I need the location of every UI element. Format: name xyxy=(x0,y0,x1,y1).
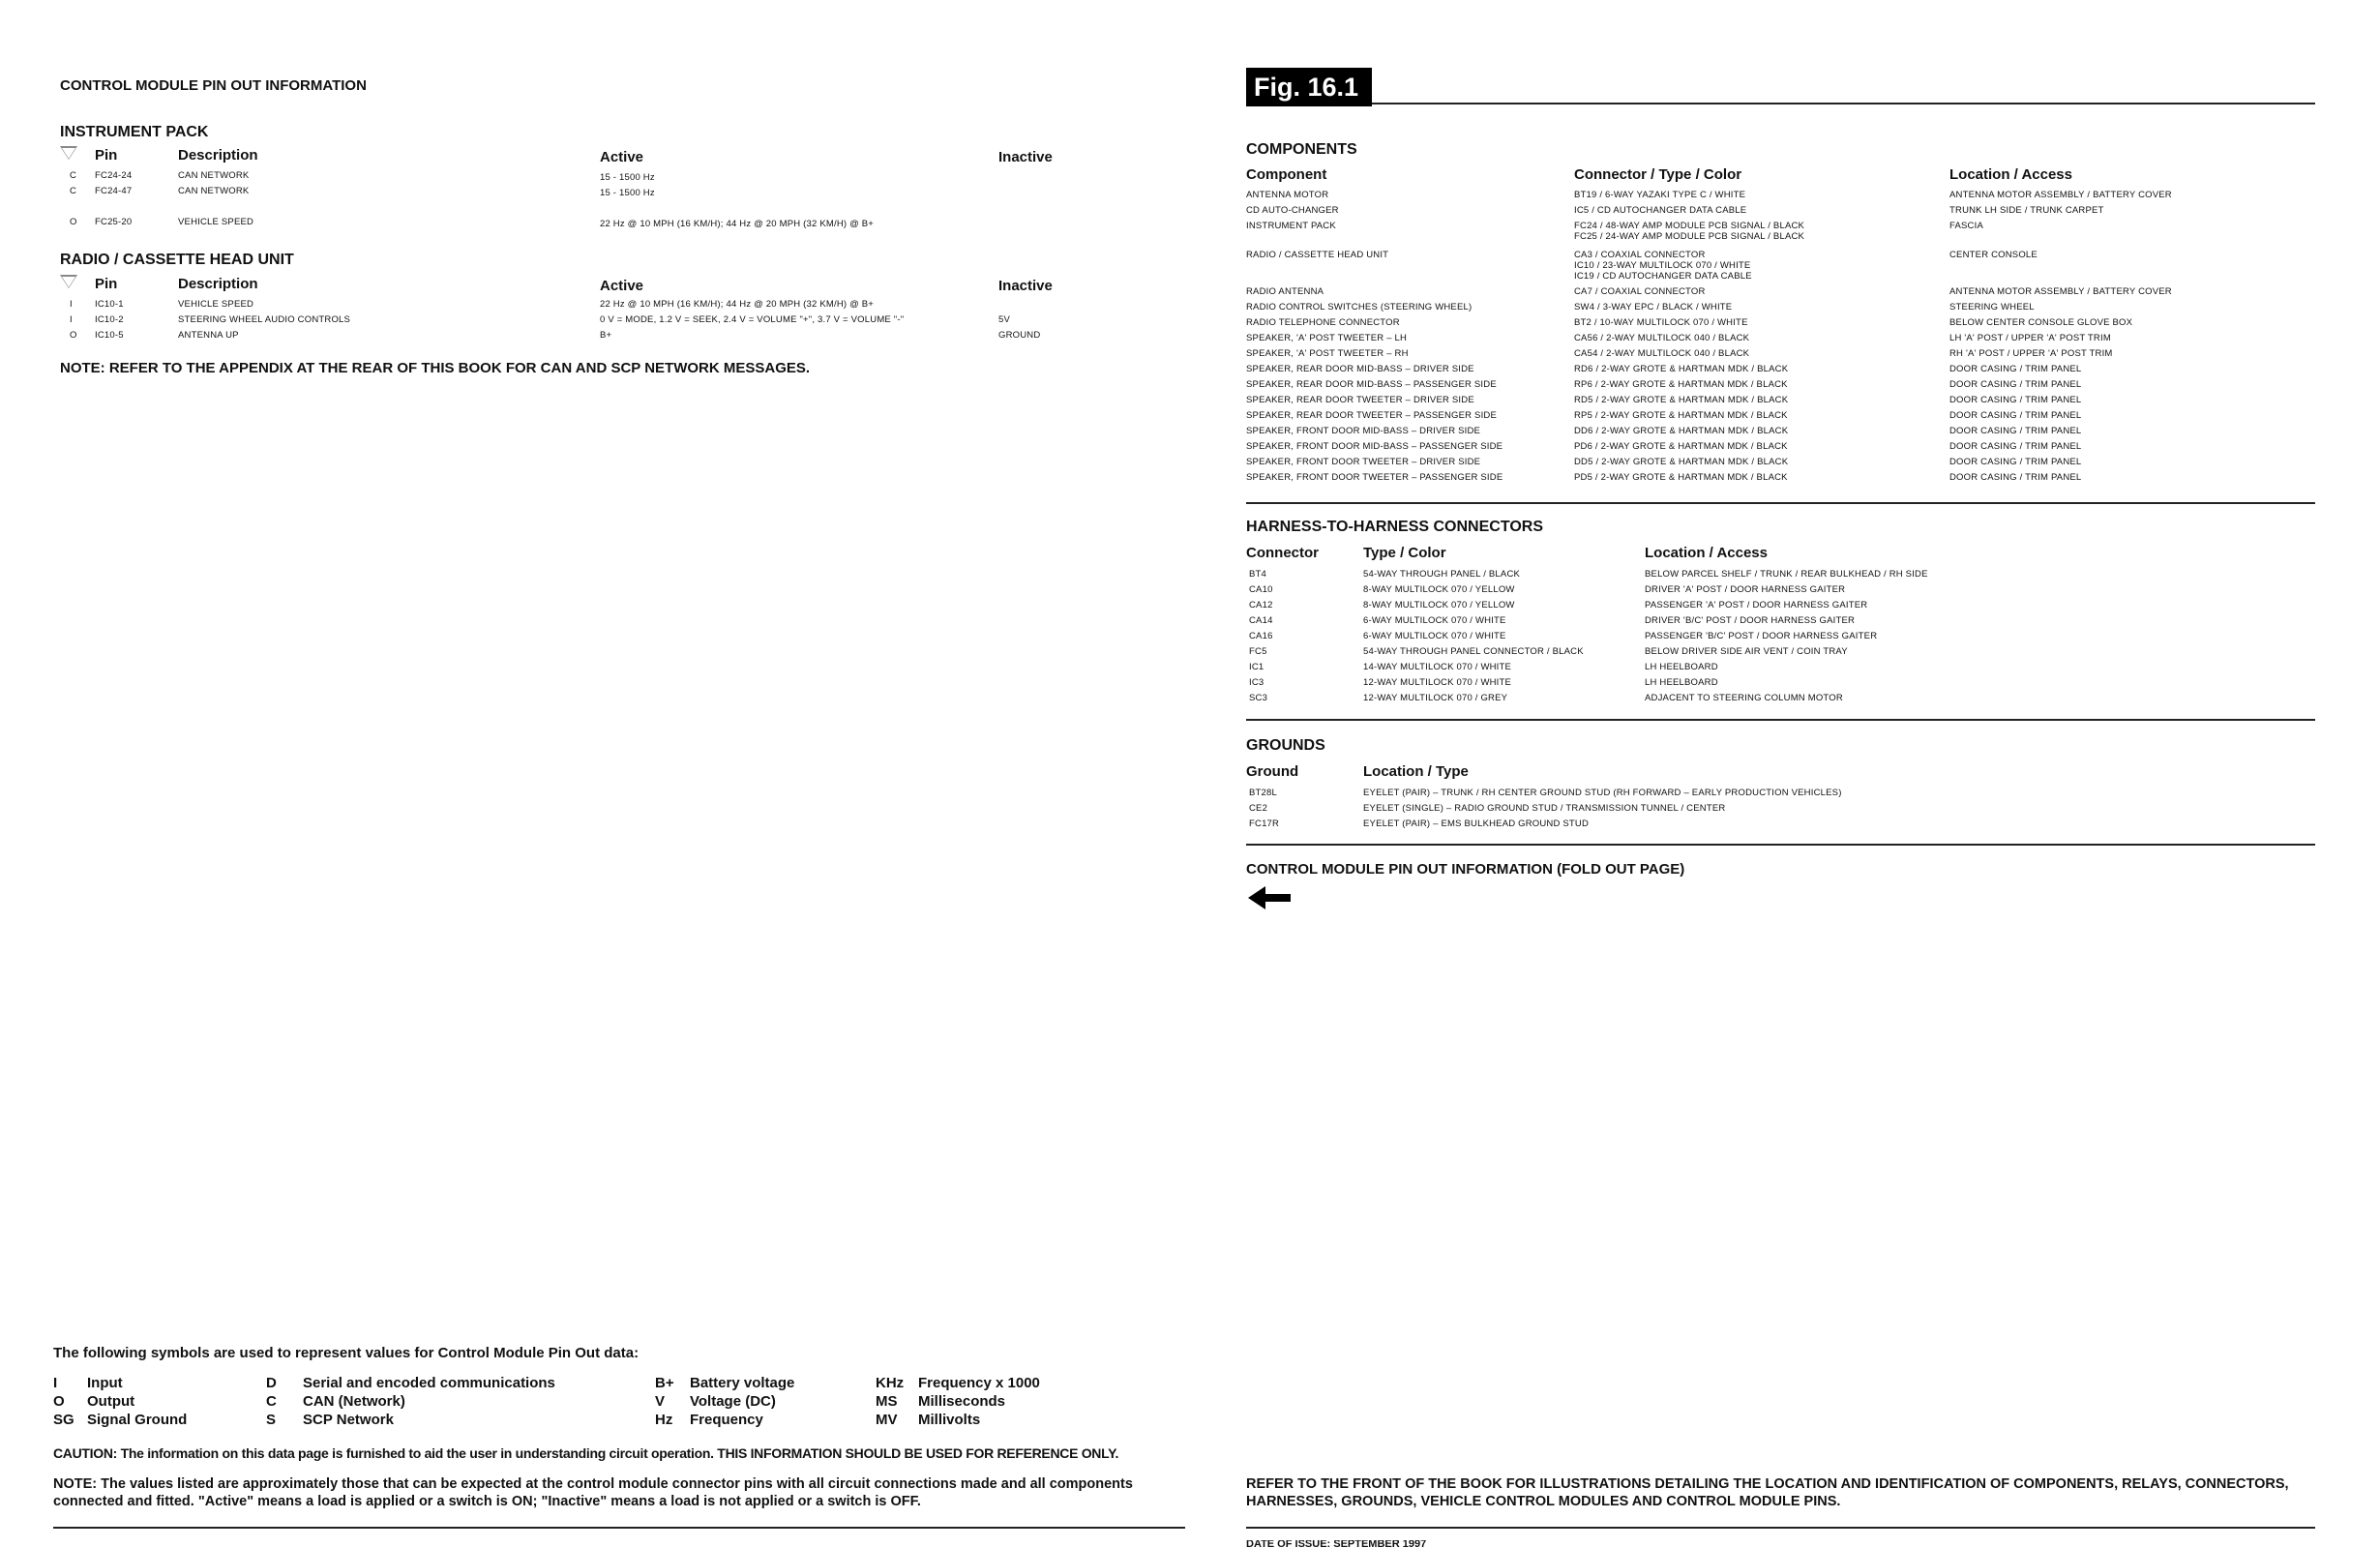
symbols-col-4: KHz Frequency x 1000 MS Milliseconds MV Millivolts xyxy=(876,1375,1040,1428)
col-connector: Connector / Type / Color xyxy=(1574,166,1742,183)
col-inactive: Inactive xyxy=(998,278,1053,294)
col-active: Active xyxy=(600,278,644,294)
col-pin: Pin xyxy=(95,276,118,292)
col-pin: Pin xyxy=(95,147,118,164)
grounds-table: BT28L EYELET (PAIR) – TRUNK / RH CENTER GROUND STUD (RH FORWARD – EARLY PRODUCTION VEHICLES) CE2 EYELET (SINGLE) – RADIO GROUND STUD / TRANSMISSION TUNNEL / CENTER FC17R EYELET (PAIR) – EMS BULKHEAD GROUND STUD xyxy=(1249,788,1842,829)
right-bottom-rule xyxy=(1246,1527,2315,1529)
grounds-rule xyxy=(1246,844,2315,846)
fig-rule xyxy=(1372,103,2315,104)
triangle-icon xyxy=(60,146,77,164)
harness-heading: HARNESS-TO-HARNESS CONNECTORS xyxy=(1246,519,1543,535)
instrument-pack-table: C FC24-24 CAN NETWORK 15 - 1500 Hz C FC24-47 CAN NETWORK 15 - 1500 Hz O FC25-20 VEHICLE SPEED 22 Hz @ 10 MPH (16 KM/H); 44 Hz @ 20 MPH (32 KM/H) @ B+ xyxy=(70,170,875,229)
radio-table: I IC10-1 VEHICLE SPEED 22 Hz @ 10 MPH (16 KM/H); 44 Hz @ 20 MPH (32 KM/H) @ B+ I IC10-2 STEERING WHEEL AUDIO CONTROLS 0 V = MODE, 1.2 V = SEEK, 2.4 V = VOLUME "+", 3.7 V = VOLUME "-" 5V O IC10-5 ANTENNA UP B+ GROUND xyxy=(70,299,1041,341)
symbols-col-2: D Serial and encoded communications C CAN (Network) S SCP Network xyxy=(266,1375,555,1428)
caution-text: CAUTION: The information on this data page is furnished to aid the user in understanding circuit operation. THIS INFORMATION SHOULD BE USED FOR REFERENCE ONLY. xyxy=(53,1445,1119,1461)
col-ground-location: Location / Type xyxy=(1363,763,1469,780)
grounds-heading: GROUNDS xyxy=(1246,737,1325,754)
refer-note: REFER TO THE FRONT OF THE BOOK FOR ILLUSTRATIONS DETAILING THE LOCATION AND IDENTIFICATION OF COMPONENTS, RELAYS, CONNECTORS, HARNESSES, GROUNDS, VEHICLE CONTROL MODULES AND CONTROL MODULE PINS. xyxy=(1246,1476,2289,1509)
instrument-pack-heading: INSTRUMENT PACK xyxy=(60,124,209,140)
col-location: Location / Access xyxy=(1949,166,2072,183)
left-bottom-rule xyxy=(53,1527,1185,1529)
date-of-issue: DATE OF ISSUE: SEPTEMBER 1997 xyxy=(1246,1540,1427,1548)
components-heading: COMPONENTS xyxy=(1246,141,1357,158)
col-description: Description xyxy=(178,147,258,164)
figure-label: Fig. 16.1 xyxy=(1246,68,1372,106)
symbols-col-1: I Input O Output SG Signal Ground xyxy=(53,1375,188,1428)
components-rule xyxy=(1246,502,2315,504)
components-table: ANTENNA MOTOR BT19 / 6-WAY YAZAKI TYPE C / WHITE ANTENNA MOTOR ASSEMBLY / BATTERY COVER CD AUTO-CHANGER IC5 / CD AUTOCHANGER DATA CABLE TRUNK LH SIDE / TRUNK CARPET INSTRUMENT PACK FC24 / 48-WAY AMP MODULE PCB SIGNAL / BLACK FC25 / 24-WAY AMP MODULE PCB SIGNAL / BLACK FASCIA RADIO / CASSETTE HEAD UNIT CA3 / COAXIAL CONNECTOR IC10 / 23-WAY MULTILOCK 070 / WHITE IC19 / CD AUTOCHANGER DATA CABLE CENTER CONSOLE RADIO ANTENNA CA7 / COAXIAL CONNECTOR ANTENNA MOTOR ASSEMBLY / BATTERY COVER RADIO CONTROL SWITCHES (STEERING WHEEL) SW4 / 3-WAY EPC / BLACK / WHITE STEERING WHEEL RADIO TELEPHONE CONNECTOR BT2 / 10-WAY MULTILOCK 070 / WHITE BELOW CENTER CONSOLE GLOVE BOX SPEAKER, 'A' POST TWEETER – LH CA56 / 2-WAY MULTILOCK 040 / BLACK LH 'A' POST / UPPER 'A' POST TRIM SPEAKER, 'A' POST TWEETER – RH CA54 / 2-WAY MULTILOCK 040 / BLACK RH 'A' POST / UPPER 'A' POST TRIM SPEAKER, REAR DOOR MID-BASS – DRIVER SIDE RD6 / 2-WAY GROTE & HARTMAN MDK / BLACK DOOR CASING / TRIM PANEL SPEAKER, REAR DOOR MID-BASS – PASSENGER SIDE RP6 / 2-WAY GROTE & HARTMAN MDK / BLACK DOOR CASING / TRIM PANEL SPEAKER, REAR DOOR TWEETER – DRIVER SIDE RD5 / 2-WAY GROTE & HARTMAN MDK / BLACK DOOR CASING / TRIM PANEL SPEAKER, REAR DOOR TWEETER – PASSENGER SIDE RP5 / 2-WAY GROTE & HARTMAN MDK / BLACK DOOR CASING / TRIM PANEL SPEAKER, FRONT DOOR MID-BASS – DRIVER SIDE DD6 / 2-WAY GROTE & HARTMAN MDK / BLACK DOOR CASING / TRIM PANEL SPEAKER, FRONT DOOR MID-BASS – PASSENGER SIDE PD6 / 2-WAY GROTE & HARTMAN MDK / BLACK DOOR CASING / TRIM PANEL SPEAKER, FRONT DOOR TWEETER – DRIVER SIDE DD5 / 2-WAY GROTE & HARTMAN MDK / BLACK DOOR CASING / TRIM PANEL SPEAKER, FRONT DOOR TWEETER – PASSENGER SIDE PD5 / 2-WAY GROTE & HARTMAN MDK / BLACK DOOR CASING / TRIM PANEL xyxy=(1246,190,2172,483)
foldout-link[interactable]: CONTROL MODULE PIN OUT INFORMATION (FOLD OUT PAGE) xyxy=(1246,861,1685,878)
col-description: Description xyxy=(178,276,258,292)
col-inactive: Inactive xyxy=(998,149,1053,165)
network-note: NOTE: REFER TO THE APPENDIX AT THE REAR OF THIS BOOK FOR CAN AND SCP NETWORK MESSAGES. xyxy=(60,360,811,376)
left-arrow-icon[interactable] xyxy=(1248,885,1291,910)
harness-table: BT4 54-WAY THROUGH PANEL / BLACK BELOW PARCEL SHELF / TRUNK / REAR BULKHEAD / RH SIDE CA10 8-WAY MULTILOCK 070 / YELLOW DRIVER 'A' POST / DOOR HARNESS GAITER CA12 8-WAY MULTILOCK 070 / YELLOW PASSENGER 'A' POST / DOOR HARNESS GAITER CA14 6-WAY MULTILOCK 070 / WHITE DRIVER 'B/C' POST / DOOR HARNESS GAITER CA16 6-WAY MULTILOCK 070 / WHITE PASSENGER 'B/C' POST / DOOR HARNESS GAITER FC5 54-WAY THROUGH PANEL CONNECTOR / BLACK BELOW DRIVER SIDE AIR VENT / COIN TRAY IC1 14-WAY MULTILOCK 070 / WHITE LH HEELBOARD IC3 12-WAY MULTILOCK 070 / WHITE LH HEELBOARD SC3 12-WAY MULTILOCK 070 / GREY ADJACENT TO STEERING COLUMN MOTOR xyxy=(1249,569,1928,703)
col-harness-connector: Connector xyxy=(1246,545,1319,561)
col-harness-location: Location / Access xyxy=(1645,545,1768,561)
symbols-intro: The following symbols are used to represent values for Control Module Pin Out data: xyxy=(53,1345,640,1361)
harness-rule xyxy=(1246,719,2315,721)
radio-header-row xyxy=(60,274,1086,293)
triangle-icon xyxy=(60,275,77,293)
instrument-pack-header-row xyxy=(60,145,1086,164)
symbols-legend xyxy=(53,1374,1166,1434)
col-active: Active xyxy=(600,149,644,165)
col-harness-type: Type / Color xyxy=(1363,545,1446,561)
page-title: CONTROL MODULE PIN OUT INFORMATION xyxy=(60,77,367,94)
col-ground: Ground xyxy=(1246,763,1299,780)
symbols-col-3: B+ Battery voltage V Voltage (DC) Hz Frequency xyxy=(655,1375,795,1428)
values-note: NOTE: The values listed are approximately those that can be expected at the control module connector pins with all circuit connections made and all components connected and fitted. "Active" means a load is applied or a switch is ON; "Inactive" means a load is not applied or a switch is OFF. xyxy=(53,1476,1133,1509)
col-component: Component xyxy=(1246,166,1327,183)
radio-heading: RADIO / CASSETTE HEAD UNIT xyxy=(60,252,294,268)
